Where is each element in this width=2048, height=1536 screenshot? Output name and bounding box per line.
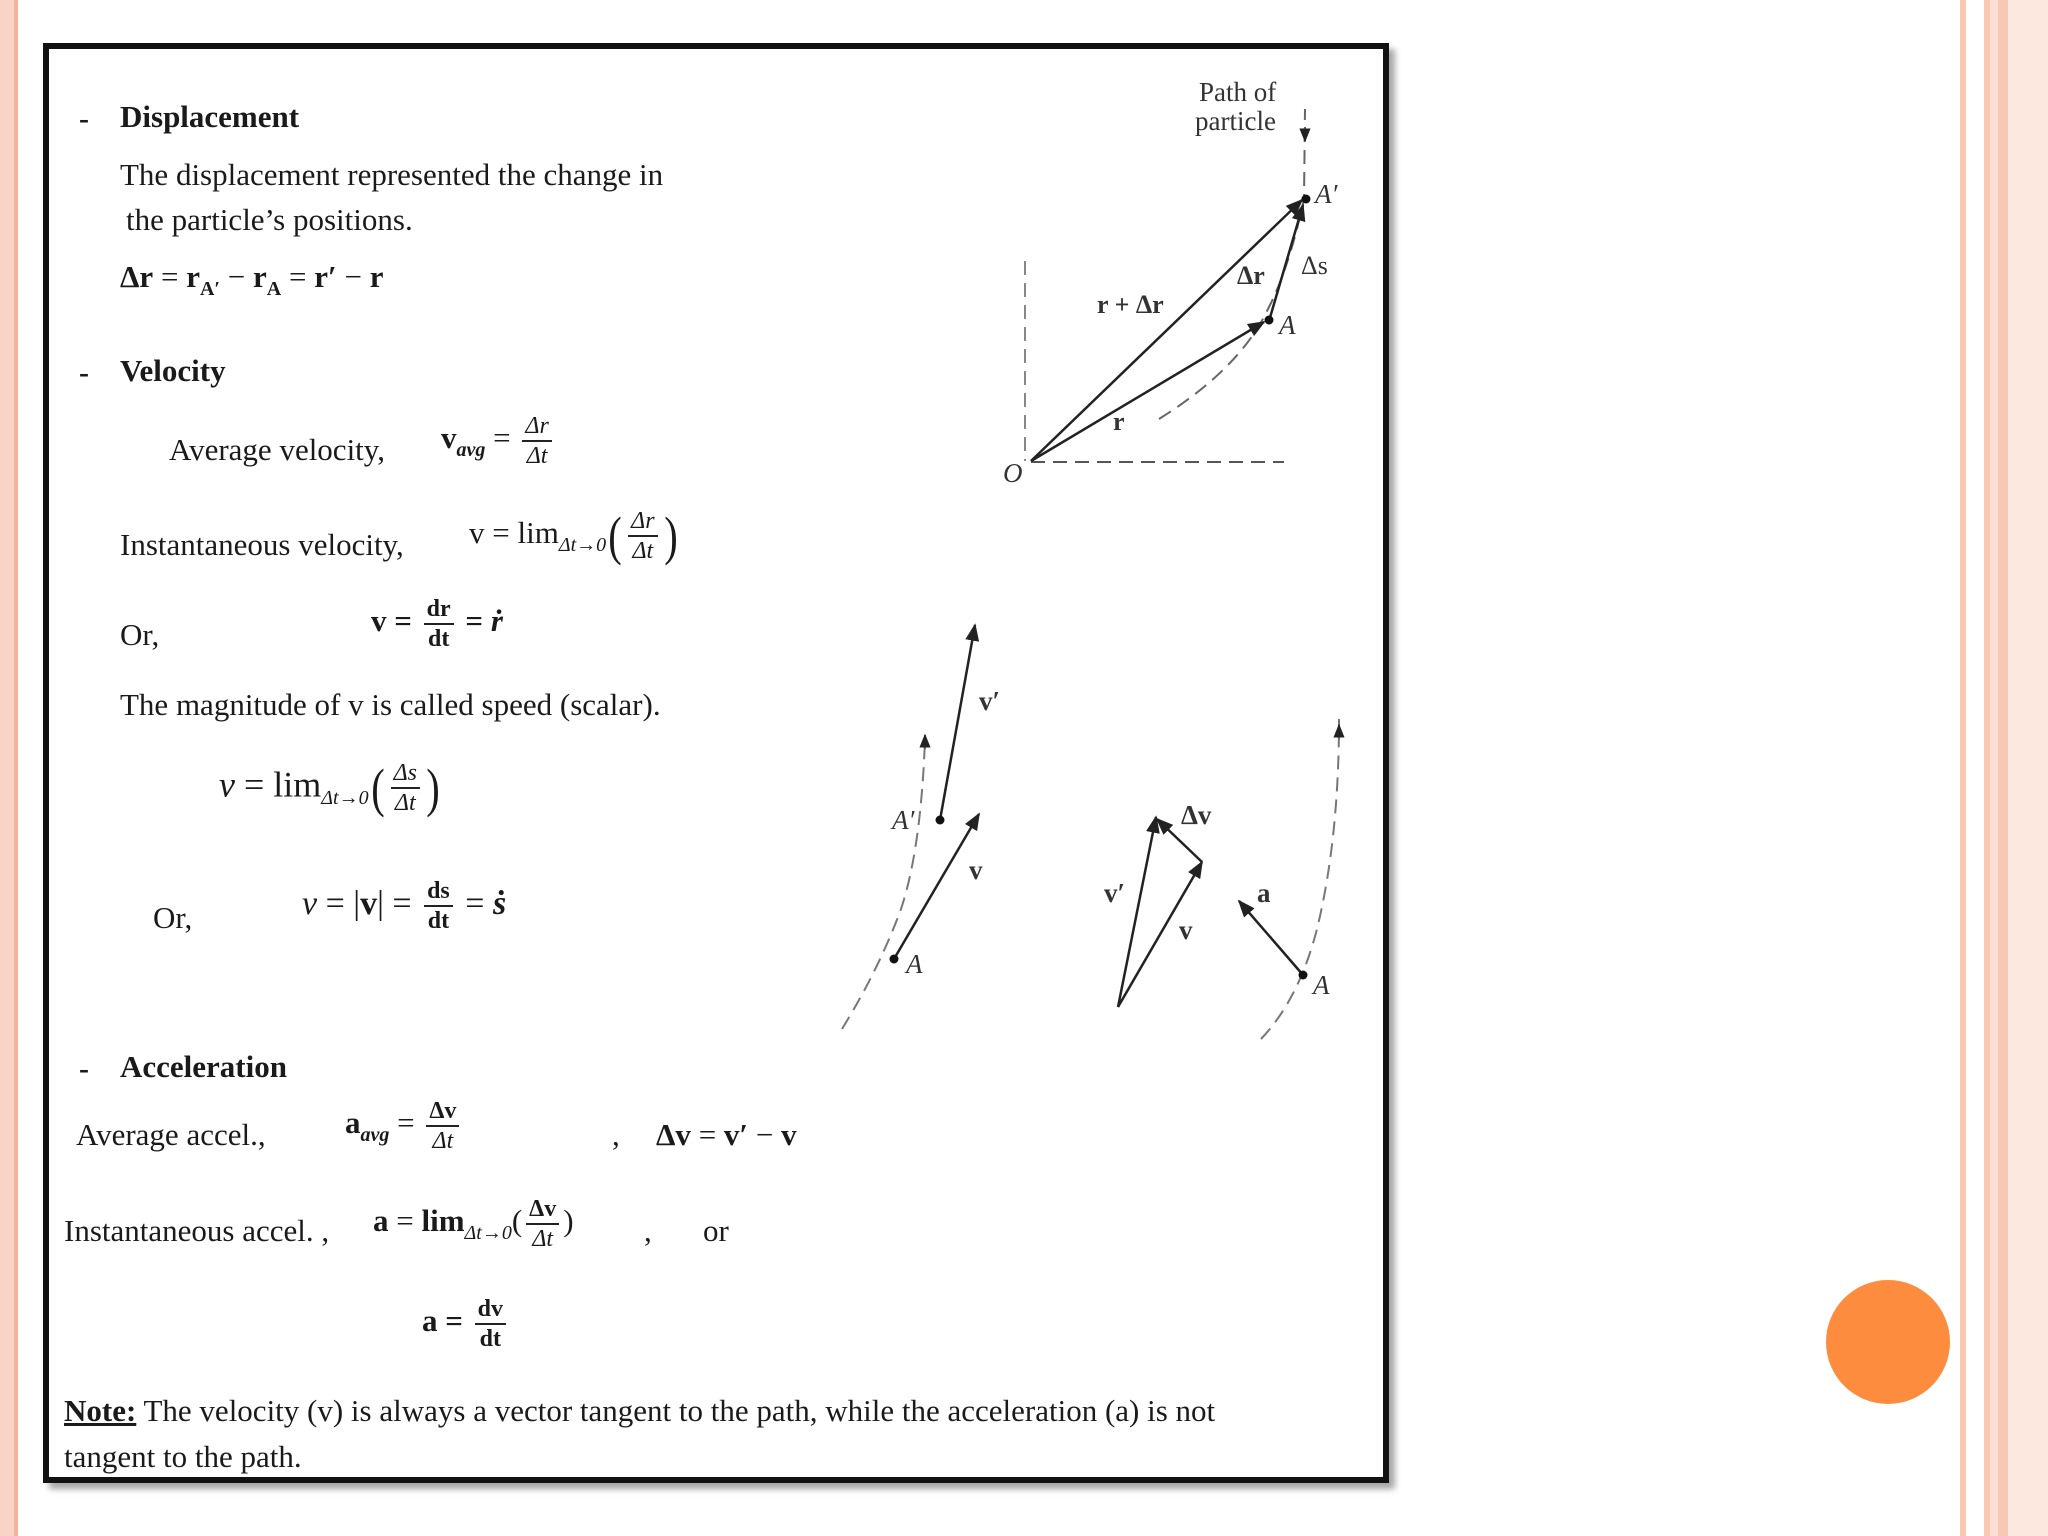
heading-acceleration: Acceleration: [120, 1049, 287, 1084]
label-a: A: [1279, 310, 1296, 340]
bullet-dash: -: [79, 1052, 89, 1085]
note-text-1: The velocity (v) is always a vector tangent to the path, while the acceleration (a) is not: [136, 1393, 1216, 1428]
displacement-equation: $\Delta r = r_{A'} - r_A = r' - r$: [120, 259, 384, 300]
inst-accel-label: Instantaneous accel. ,: [64, 1213, 330, 1248]
accel-comma: ,: [612, 1117, 620, 1152]
or-label-2: Or,: [153, 900, 193, 935]
left-decor-stripe: [0, 0, 14, 1536]
right-decor-stripe-3: [1990, 0, 1998, 1536]
avg-velocity-equation: $v_{avg}$ = $\frac{\Delta r}{\Delta t}$: [441, 414, 556, 468]
accel-derivative-equation: a = $\frac{dv}{dt}$: [422, 1297, 510, 1351]
or-label-1: Or,: [120, 617, 160, 652]
inst-accel-equation: $a = \lim_{\Delta t\to 0}$( $\frac{\Delta v}{\Delta t}$ ): [373, 1196, 574, 1252]
label-a-point: A: [906, 949, 923, 979]
label-v-prime-2: v′: [1104, 878, 1126, 908]
label-r: r: [1113, 407, 1125, 436]
label-v-prime: v′: [979, 686, 1001, 716]
velocity-accel-figure: [49, 49, 1383, 1477]
displacement-desc-line2: the particle’s positions.: [126, 202, 413, 237]
heading-velocity: Velocity: [120, 353, 226, 388]
slide-content-frame: [43, 43, 1389, 1483]
right-decor-band: [2008, 0, 2048, 1536]
note-label: Note:: [64, 1393, 137, 1428]
path-label-2: particle: [1195, 106, 1276, 136]
inst-velocity-label: Instantaneous velocity,: [120, 527, 404, 562]
delta-v-equation: Δv = v′ − v: [656, 1117, 797, 1152]
heading-displacement: Displacement: [120, 99, 300, 134]
avg-velocity-label: Average velocity,: [169, 432, 386, 467]
label-origin: O: [1003, 458, 1023, 488]
label-a-vector: a: [1257, 878, 1271, 908]
displacement-desc-line1: The displacement represented the change in: [120, 157, 664, 192]
avg-accel-label: Average accel.,: [76, 1117, 266, 1152]
decor-circle: [1826, 1280, 1950, 1404]
label-v: v: [969, 855, 983, 885]
inst-velocity-equation: $v = \lim_{\Delta t\to 0}$( $\frac{\Delta r}{\Delta t}$ ): [469, 506, 678, 566]
path-label-1: Path of: [1199, 77, 1277, 107]
label-v-2: v: [1179, 915, 1193, 945]
label-delta-v: Δv: [1181, 800, 1212, 830]
label-delta-r: Δr: [1237, 261, 1265, 290]
bullet-dash: -: [79, 102, 89, 135]
accel-comma-2: ,: [644, 1213, 652, 1248]
note-line-2: tangent to the path.: [64, 1439, 302, 1474]
speed-limit-equation: $v = \lim_{\Delta t\to 0}$( $\frac{\Delta s}{\Delta t}$ ): [219, 758, 440, 818]
speed-text: The magnitude of v is called speed (scalar).: [120, 687, 661, 722]
label-a-point-2: A: [1313, 970, 1330, 1000]
speed-derivative-equation: v = |v| = $\frac{ds}{dt}$ = ṡ: [302, 878, 507, 934]
label-r-plus-delta-r: r + Δr: [1097, 290, 1164, 319]
right-decor-stripe-4: [1998, 0, 2008, 1536]
velocity-derivative-equation: v = $\frac{dr}{dt}$ = ṙ: [371, 596, 503, 652]
label-a-prime-2: A′: [892, 805, 915, 835]
left-decor-stripe-inner: [14, 0, 18, 1536]
right-decor-gap: [1966, 0, 1984, 1536]
label-a-prime: A′: [1315, 179, 1338, 209]
or-label-3: or: [703, 1213, 729, 1248]
avg-accel-equation: $a_{avg}$ = $\frac{\Delta v}{\Delta t}$: [345, 1099, 463, 1153]
label-delta-s: Δs: [1301, 251, 1328, 280]
bullet-dash: -: [79, 356, 89, 389]
